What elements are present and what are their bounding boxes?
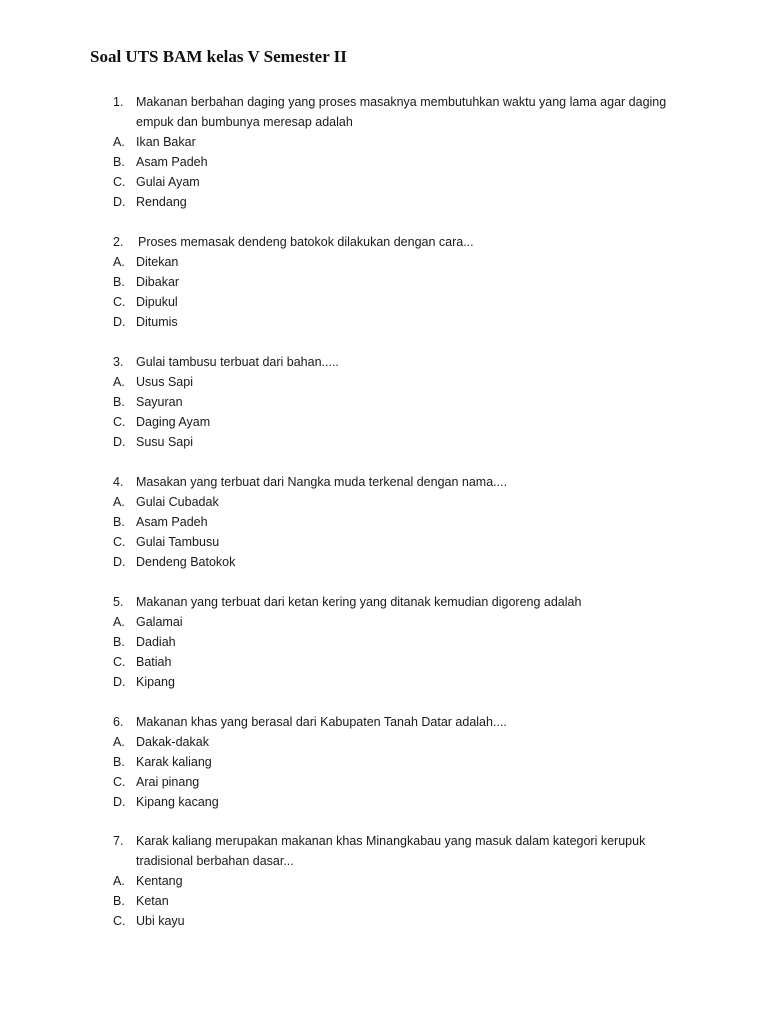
option-text: Kentang: [136, 874, 183, 888]
option-text: Ditumis: [136, 315, 178, 329]
answer-option-b: [113, 272, 713, 292]
option-letter: D.: [113, 795, 126, 809]
question-2: [113, 232, 713, 332]
option-letter: A.: [113, 375, 125, 389]
option-letter: B.: [113, 635, 125, 649]
option-text: Karak kaliang: [136, 755, 212, 769]
option-text: Gulai Cubadak: [136, 495, 219, 509]
option-letter: C.: [113, 415, 126, 429]
question-number: 5.: [113, 595, 124, 609]
option-letter: D.: [113, 555, 126, 569]
question-line: [113, 712, 713, 732]
option-letter: A.: [113, 135, 125, 149]
option-letter: A.: [113, 255, 125, 269]
question-7: [113, 831, 713, 931]
option-letter: B.: [113, 755, 125, 769]
option-text: Dadiah: [136, 635, 176, 649]
answer-option-a: [113, 871, 713, 891]
option-text: Susu Sapi: [136, 435, 193, 449]
question-text: Gulai tambusu terbuat dari bahan.....: [136, 355, 339, 369]
answer-option-d: [113, 192, 713, 212]
option-text: Batiah: [136, 655, 172, 669]
question-number: 4.: [113, 475, 124, 489]
answer-option-c: [113, 772, 713, 792]
question-4: [113, 472, 713, 572]
option-text: Kipang kacang: [136, 795, 219, 809]
option-letter: B.: [113, 515, 125, 529]
option-text: Asam Padeh: [136, 155, 208, 169]
option-letter: A.: [113, 495, 125, 509]
question-5: [113, 592, 713, 692]
option-letter: D.: [113, 435, 126, 449]
option-text: Ikan Bakar: [136, 135, 196, 149]
option-letter: C.: [113, 175, 126, 189]
option-letter: C.: [113, 535, 126, 549]
answer-option-c: [113, 412, 713, 432]
option-letter: C.: [113, 295, 126, 309]
answer-option-a: [113, 252, 713, 272]
question-line: [113, 232, 713, 252]
answer-option-a: [113, 372, 713, 392]
answer-option-c: [113, 532, 713, 552]
answer-option-b: [113, 752, 713, 772]
answer-option-c: [113, 911, 713, 931]
option-text: Ubi kayu: [136, 914, 185, 928]
question-number: 6.: [113, 715, 124, 729]
answer-option-b: [113, 891, 713, 911]
answer-option-a: [113, 132, 713, 152]
option-letter: D.: [113, 315, 126, 329]
question-text: Makanan berbahan daging yang proses masaknya membutuhkan waktu yang lama agar daging: [136, 95, 667, 109]
option-text: Rendang: [136, 195, 187, 209]
question-number: 1.: [113, 95, 124, 109]
page-title: Soal UTS BAM kelas V Semester II: [90, 47, 347, 66]
option-text: Ketan: [136, 894, 169, 908]
option-text: Dibakar: [136, 275, 180, 289]
question-6: [113, 712, 713, 812]
option-letter: C.: [113, 655, 126, 669]
answer-option-d: [113, 312, 713, 332]
option-letter: B.: [113, 275, 125, 289]
option-text: Dendeng Batokok: [136, 555, 236, 569]
question-line: [113, 851, 713, 871]
question-line: [113, 92, 713, 112]
answer-option-a: [113, 612, 713, 632]
option-letter: B.: [113, 155, 125, 169]
option-letter: A.: [113, 874, 125, 888]
option-letter: B.: [113, 395, 125, 409]
question-text: Makanan khas yang berasal dari Kabupaten Tanah Datar adalah....: [136, 715, 507, 729]
question-line: [113, 831, 713, 851]
answer-option-b: [113, 392, 713, 412]
answer-option-c: [113, 292, 713, 312]
option-text: Daging Ayam: [136, 415, 211, 429]
question-1: [113, 92, 713, 212]
option-letter: D.: [113, 675, 126, 689]
question-number: 2.: [113, 235, 124, 249]
option-letter: C.: [113, 914, 126, 928]
question-number: 7.: [113, 834, 124, 848]
option-text: Sayuran: [136, 395, 183, 409]
question-line: [113, 472, 713, 492]
option-letter: D.: [113, 195, 126, 209]
question-line: [113, 352, 713, 372]
option-letter: B.: [113, 894, 125, 908]
option-letter: A.: [113, 735, 125, 749]
option-text: Ditekan: [136, 255, 179, 269]
option-text: Gulai Tambusu: [136, 535, 220, 549]
answer-option-c: [113, 652, 713, 672]
option-text: Usus Sapi: [136, 375, 193, 389]
answer-option-a: [113, 732, 713, 752]
option-letter: C.: [113, 775, 126, 789]
question-text: Proses memasak dendeng batokok dilakukan dengan cara...: [138, 235, 474, 249]
option-text: Kipang: [136, 675, 175, 689]
answer-option-d: [113, 552, 713, 572]
question-text: tradisional berbahan dasar...: [136, 854, 294, 868]
question-text: Karak kaliang merupakan makanan khas Minangkabau yang masuk dalam kategori kerupuk: [136, 834, 646, 848]
option-text: Asam Padeh: [136, 515, 208, 529]
option-text: Arai pinang: [136, 775, 200, 789]
option-text: Galamai: [136, 615, 183, 629]
question-text: Makanan yang terbuat dari ketan kering yang ditanak kemudian digoreng adalah: [136, 595, 582, 609]
option-letter: A.: [113, 615, 125, 629]
option-text: Dipukul: [136, 295, 178, 309]
answer-option-b: [113, 512, 713, 532]
question-line: [113, 592, 713, 612]
answer-option-a: [113, 492, 713, 512]
answer-option-d: [113, 792, 713, 812]
answer-option-b: [113, 152, 713, 172]
question-text: Masakan yang terbuat dari Nangka muda terkenal dengan nama....: [136, 475, 508, 489]
question-3: [113, 352, 713, 452]
answer-option-d: [113, 432, 713, 452]
question-number: 3.: [113, 355, 124, 369]
question-line: [113, 112, 713, 132]
answer-option-c: [113, 172, 713, 192]
option-text: Gulai Ayam: [136, 175, 200, 189]
option-text: Dakak-dakak: [136, 735, 209, 749]
question-text: empuk dan bumbunya meresap adalah: [136, 115, 353, 129]
answer-option-b: [113, 632, 713, 652]
answer-option-d: [113, 672, 713, 692]
